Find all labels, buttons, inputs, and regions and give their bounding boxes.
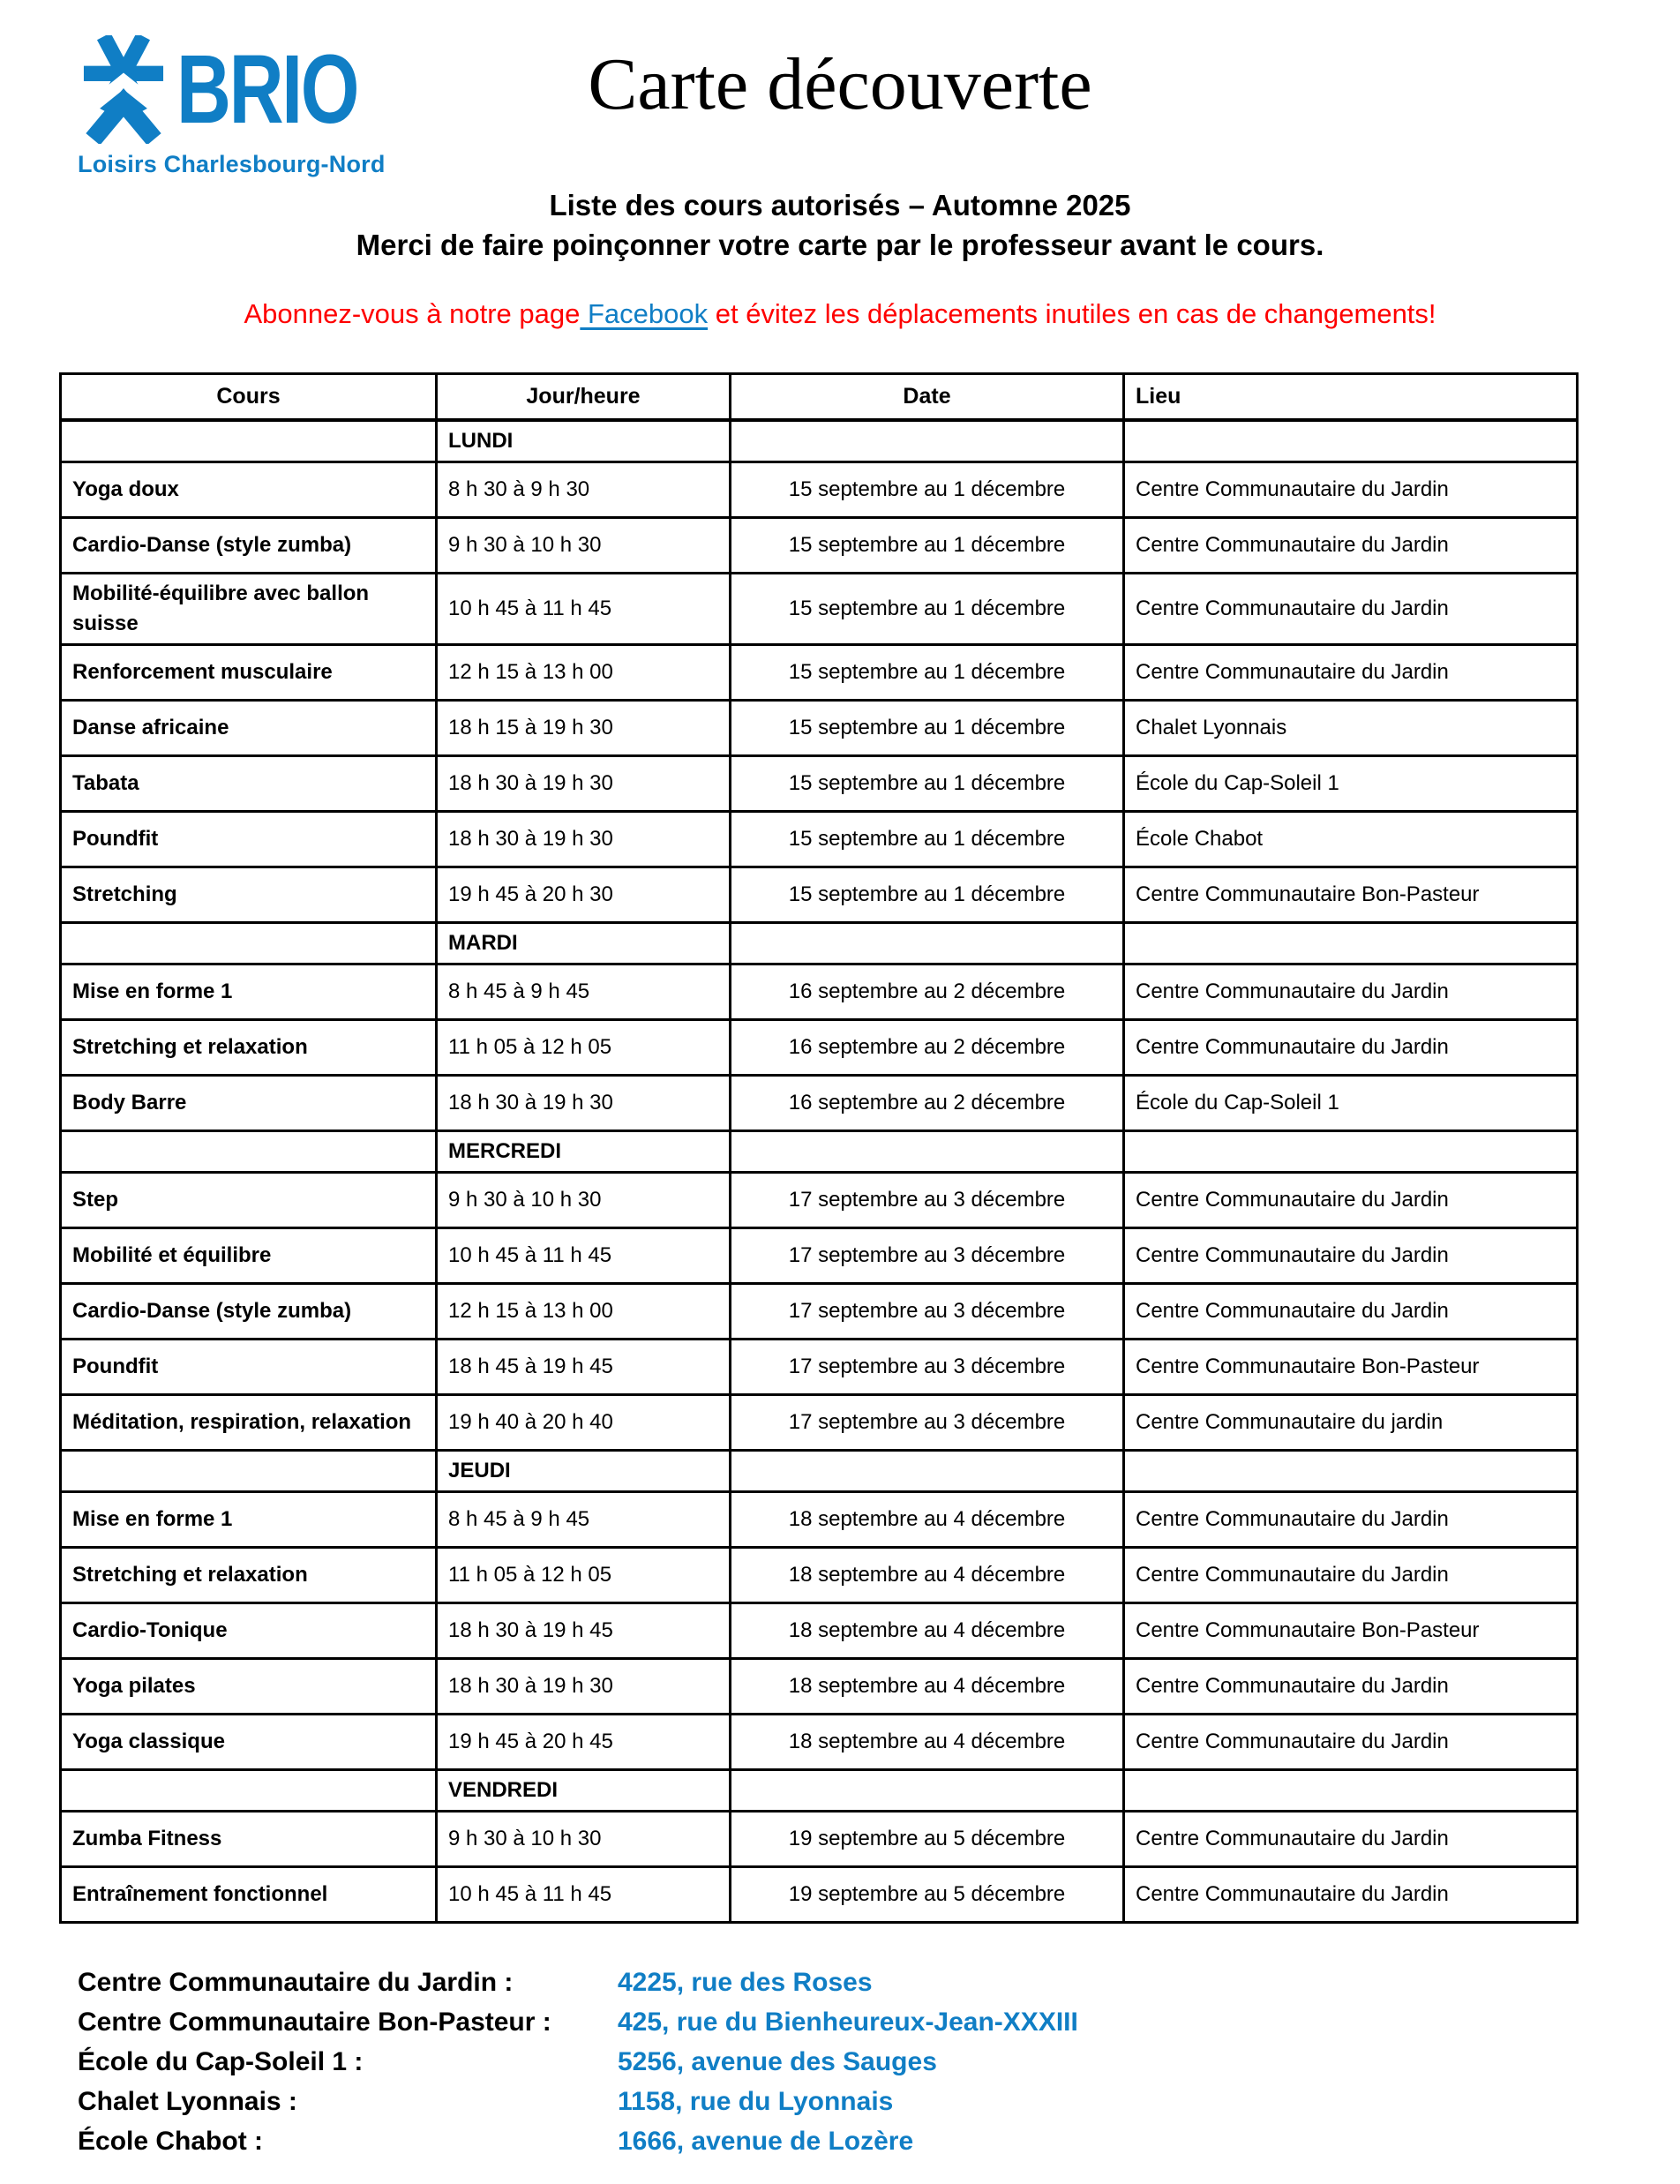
date-cell: 18 septembre au 4 décembre [731,1658,1124,1714]
location-legend-row [78,1963,1078,2002]
time-cell: 19 h 40 à 20 h 40 [437,1394,731,1450]
date-cell: 18 septembre au 4 décembre [731,1547,1124,1602]
table-row [61,1283,1578,1339]
empty-cell [731,420,1124,462]
course-cell: Entraînement fonctionnel [61,1866,437,1922]
course-cell: Stretching et relaxation [61,1019,437,1075]
location-cell: Centre Communautaire Bon-Pasteur [1124,1339,1578,1394]
date-cell: 18 septembre au 4 décembre [731,1714,1124,1769]
column-header-lieu: Lieu [1124,374,1578,420]
course-cell: Yoga pilates [61,1658,437,1714]
course-cell: Stretching et relaxation [61,1547,437,1602]
course-cell: Zumba Fitness [61,1811,437,1866]
course-cell: Body Barre [61,1075,437,1130]
day-label: LUNDI [437,420,731,462]
date-cell: 18 septembre au 4 décembre [731,1602,1124,1658]
time-cell: 19 h 45 à 20 h 45 [437,1714,731,1769]
column-header-cours: Cours [61,374,437,420]
subtitle-line-2: Merci de faire poinçonner votre carte par le professeur avant le cours. [356,229,1324,261]
table-header-row [61,374,1578,420]
table-row [61,1339,1578,1394]
course-cell: Renforcement musculaire [61,644,437,700]
location-address: 4225, rue des Roses [618,1967,873,1997]
table-row [61,755,1578,811]
table-row [61,1075,1578,1130]
table-row [61,1019,1578,1075]
course-cell: Tabata [61,755,437,811]
location-cell: Centre Communautaire du Jardin [1124,1227,1578,1283]
day-label: JEUDI [437,1450,731,1491]
time-cell: 10 h 45 à 11 h 45 [437,1227,731,1283]
location-cell: Centre Communautaire du Jardin [1124,517,1578,573]
date-cell: 15 septembre au 1 décembre [731,867,1124,922]
empty-cell [61,420,437,462]
time-cell: 19 h 45 à 20 h 30 [437,867,731,922]
time-cell: 18 h 30 à 19 h 45 [437,1602,731,1658]
time-cell: 11 h 05 à 12 h 05 [437,1019,731,1075]
course-cell: Yoga classique [61,1714,437,1769]
table-row [61,1491,1578,1547]
date-cell: 17 septembre au 3 décembre [731,1339,1124,1394]
course-table [59,372,1579,1924]
time-cell: 8 h 45 à 9 h 45 [437,1491,731,1547]
empty-cell [1124,1769,1578,1811]
table-row [61,1714,1578,1769]
empty-cell [731,1450,1124,1491]
locations-legend [78,1963,1078,2161]
time-cell: 9 h 30 à 10 h 30 [437,517,731,573]
date-cell: 16 septembre au 2 décembre [731,964,1124,1019]
location-name: Centre Communautaire du Jardin : [78,1967,514,1997]
location-cell: Centre Communautaire du Jardin [1124,1658,1578,1714]
day-label: MARDI [437,922,731,964]
time-cell: 18 h 15 à 19 h 30 [437,700,731,755]
day-label: MERCREDI [437,1130,731,1172]
time-cell: 12 h 15 à 13 h 00 [437,1283,731,1339]
course-cell: Yoga doux [61,462,437,517]
course-cell: Mise en forme 1 [61,1491,437,1547]
course-cell: Mise en forme 1 [61,964,437,1019]
location-address: 1158, rue du Lyonnais [618,2086,894,2116]
facebook-link[interactable]: Facebook [580,298,709,329]
location-address: 5256, avenue des Sauges [618,2046,937,2076]
time-cell: 8 h 30 à 9 h 30 [437,462,731,517]
time-cell: 8 h 45 à 9 h 45 [437,964,731,1019]
empty-cell [1124,420,1578,462]
table-row [61,700,1578,755]
time-cell: 18 h 30 à 19 h 30 [437,811,731,867]
location-cell: École du Cap-Soleil 1 [1124,755,1578,811]
location-cell: Centre Communautaire du Jardin [1124,1283,1578,1339]
page-title: Carte découverte [588,43,1092,125]
time-cell: 18 h 45 à 19 h 45 [437,1339,731,1394]
location-cell: Centre Communautaire du Jardin [1124,964,1578,1019]
notice-suffix: et évitez les déplacements inutiles en cas de changements! [708,298,1436,329]
location-cell: École du Cap-Soleil 1 [1124,1075,1578,1130]
location-cell: Centre Communautaire du Jardin [1124,1172,1578,1227]
empty-cell [1124,1450,1578,1491]
table-row [61,1811,1578,1866]
subtitle-block [0,185,1680,265]
time-cell: 11 h 05 à 12 h 05 [437,1547,731,1602]
brand-name: BRIO [176,34,358,144]
time-cell: 9 h 30 à 10 h 30 [437,1172,731,1227]
table-row [61,811,1578,867]
location-legend-row [78,2082,1078,2121]
table-row [61,517,1578,573]
location-cell: Centre Communautaire du Jardin [1124,1811,1578,1866]
location-name: Centre Communautaire Bon-Pasteur : [78,2007,551,2037]
location-cell: Centre Communautaire du Jardin [1124,462,1578,517]
location-cell: Centre Communautaire Bon-Pasteur [1124,1602,1578,1658]
table-row [61,1866,1578,1922]
location-cell: Centre Communautaire du jardin [1124,1394,1578,1450]
date-cell: 15 septembre au 1 décembre [731,644,1124,700]
location-cell: Chalet Lyonnais [1124,700,1578,755]
day-label: VENDREDI [437,1769,731,1811]
date-cell: 16 septembre au 2 décembre [731,1019,1124,1075]
location-cell: Centre Communautaire du Jardin [1124,573,1578,644]
day-header-row [61,1450,1578,1491]
location-legend-row [78,2002,1078,2042]
date-cell: 17 septembre au 3 décembre [731,1283,1124,1339]
table-row [61,1547,1578,1602]
date-cell: 19 septembre au 5 décembre [731,1811,1124,1866]
day-header-row [61,922,1578,964]
course-cell: Stretching [61,867,437,922]
time-cell: 18 h 30 à 19 h 30 [437,755,731,811]
course-cell: Mobilité-équilibre avec ballon suisse [61,573,437,644]
time-cell: 12 h 15 à 13 h 00 [437,644,731,700]
column-header-date: Date [731,374,1124,420]
course-cell: Cardio-Danse (style zumba) [61,517,437,573]
date-cell: 16 septembre au 2 décembre [731,1075,1124,1130]
location-name: École du Cap-Soleil 1 : [78,2046,364,2076]
table-row [61,644,1578,700]
subtitle-line-1: Liste des cours autorisés – Automne 2025 [549,189,1131,221]
time-cell: 10 h 45 à 11 h 45 [437,573,731,644]
date-cell: 15 septembre au 1 décembre [731,462,1124,517]
date-cell: 18 septembre au 4 décembre [731,1491,1124,1547]
day-header-row [61,420,1578,462]
date-cell: 15 septembre au 1 décembre [731,700,1124,755]
course-cell: Méditation, respiration, relaxation [61,1394,437,1450]
table-row [61,1602,1578,1658]
logo-tagline: Loisirs Charlesbourg-Nord [78,151,386,177]
location-cell: Centre Communautaire du Jardin [1124,1866,1578,1922]
course-cell: Danse africaine [61,700,437,755]
table-row [61,867,1578,922]
empty-cell [1124,922,1578,964]
location-cell: Centre Communautaire du Jardin [1124,1491,1578,1547]
time-cell: 18 h 30 à 19 h 30 [437,1075,731,1130]
table-row [61,1394,1578,1450]
location-name: Chalet Lyonnais : [78,2086,297,2116]
empty-cell [61,1769,437,1811]
course-cell: Poundfit [61,1339,437,1394]
empty-cell [731,922,1124,964]
course-cell: Mobilité et équilibre [61,1227,437,1283]
course-cell: Cardio-Tonique [61,1602,437,1658]
location-address: 425, rue du Bienheureux-Jean-XXXIII [618,2007,1078,2037]
date-cell: 15 septembre au 1 décembre [731,811,1124,867]
date-cell: 17 septembre au 3 décembre [731,1227,1124,1283]
table-row [61,573,1578,644]
empty-cell [61,922,437,964]
time-cell: 9 h 30 à 10 h 30 [437,1811,731,1866]
location-legend-row [78,2121,1078,2161]
time-cell: 18 h 30 à 19 h 30 [437,1658,731,1714]
date-cell: 17 septembre au 3 décembre [731,1172,1124,1227]
date-cell: 15 septembre au 1 décembre [731,755,1124,811]
empty-cell [1124,1130,1578,1172]
table-row [61,1172,1578,1227]
empty-cell [731,1130,1124,1172]
facebook-notice [0,298,1680,330]
table-row [61,964,1578,1019]
course-cell: Cardio-Danse (style zumba) [61,1283,437,1339]
location-cell: Centre Communautaire du Jardin [1124,1019,1578,1075]
course-cell: Poundfit [61,811,437,867]
location-cell: Centre Communautaire Bon-Pasteur [1124,867,1578,922]
location-cell: Centre Communautaire du Jardin [1124,1714,1578,1769]
column-header-jour-heure: Jour/heure [437,374,731,420]
table-row [61,1658,1578,1714]
table-body [61,420,1578,1923]
time-cell: 10 h 45 à 11 h 45 [437,1866,731,1922]
table-row [61,462,1578,517]
date-cell: 19 septembre au 5 décembre [731,1866,1124,1922]
notice-prefix: Abonnez-vous à notre page [244,298,581,329]
empty-cell [731,1769,1124,1811]
day-header-row [61,1130,1578,1172]
location-name: École Chabot : [78,2126,264,2156]
course-cell: Step [61,1172,437,1227]
location-legend-row [78,2042,1078,2082]
location-cell: Centre Communautaire du Jardin [1124,644,1578,700]
location-cell: Centre Communautaire du Jardin [1124,1547,1578,1602]
day-header-row [61,1769,1578,1811]
date-cell: 15 septembre au 1 décembre [731,573,1124,644]
location-address: 1666, avenue de Lozère [618,2126,914,2156]
date-cell: 15 septembre au 1 décembre [731,517,1124,573]
empty-cell [61,1130,437,1172]
table-row [61,1227,1578,1283]
empty-cell [61,1450,437,1491]
date-cell: 17 septembre au 3 décembre [731,1394,1124,1450]
location-cell: École Chabot [1124,811,1578,867]
